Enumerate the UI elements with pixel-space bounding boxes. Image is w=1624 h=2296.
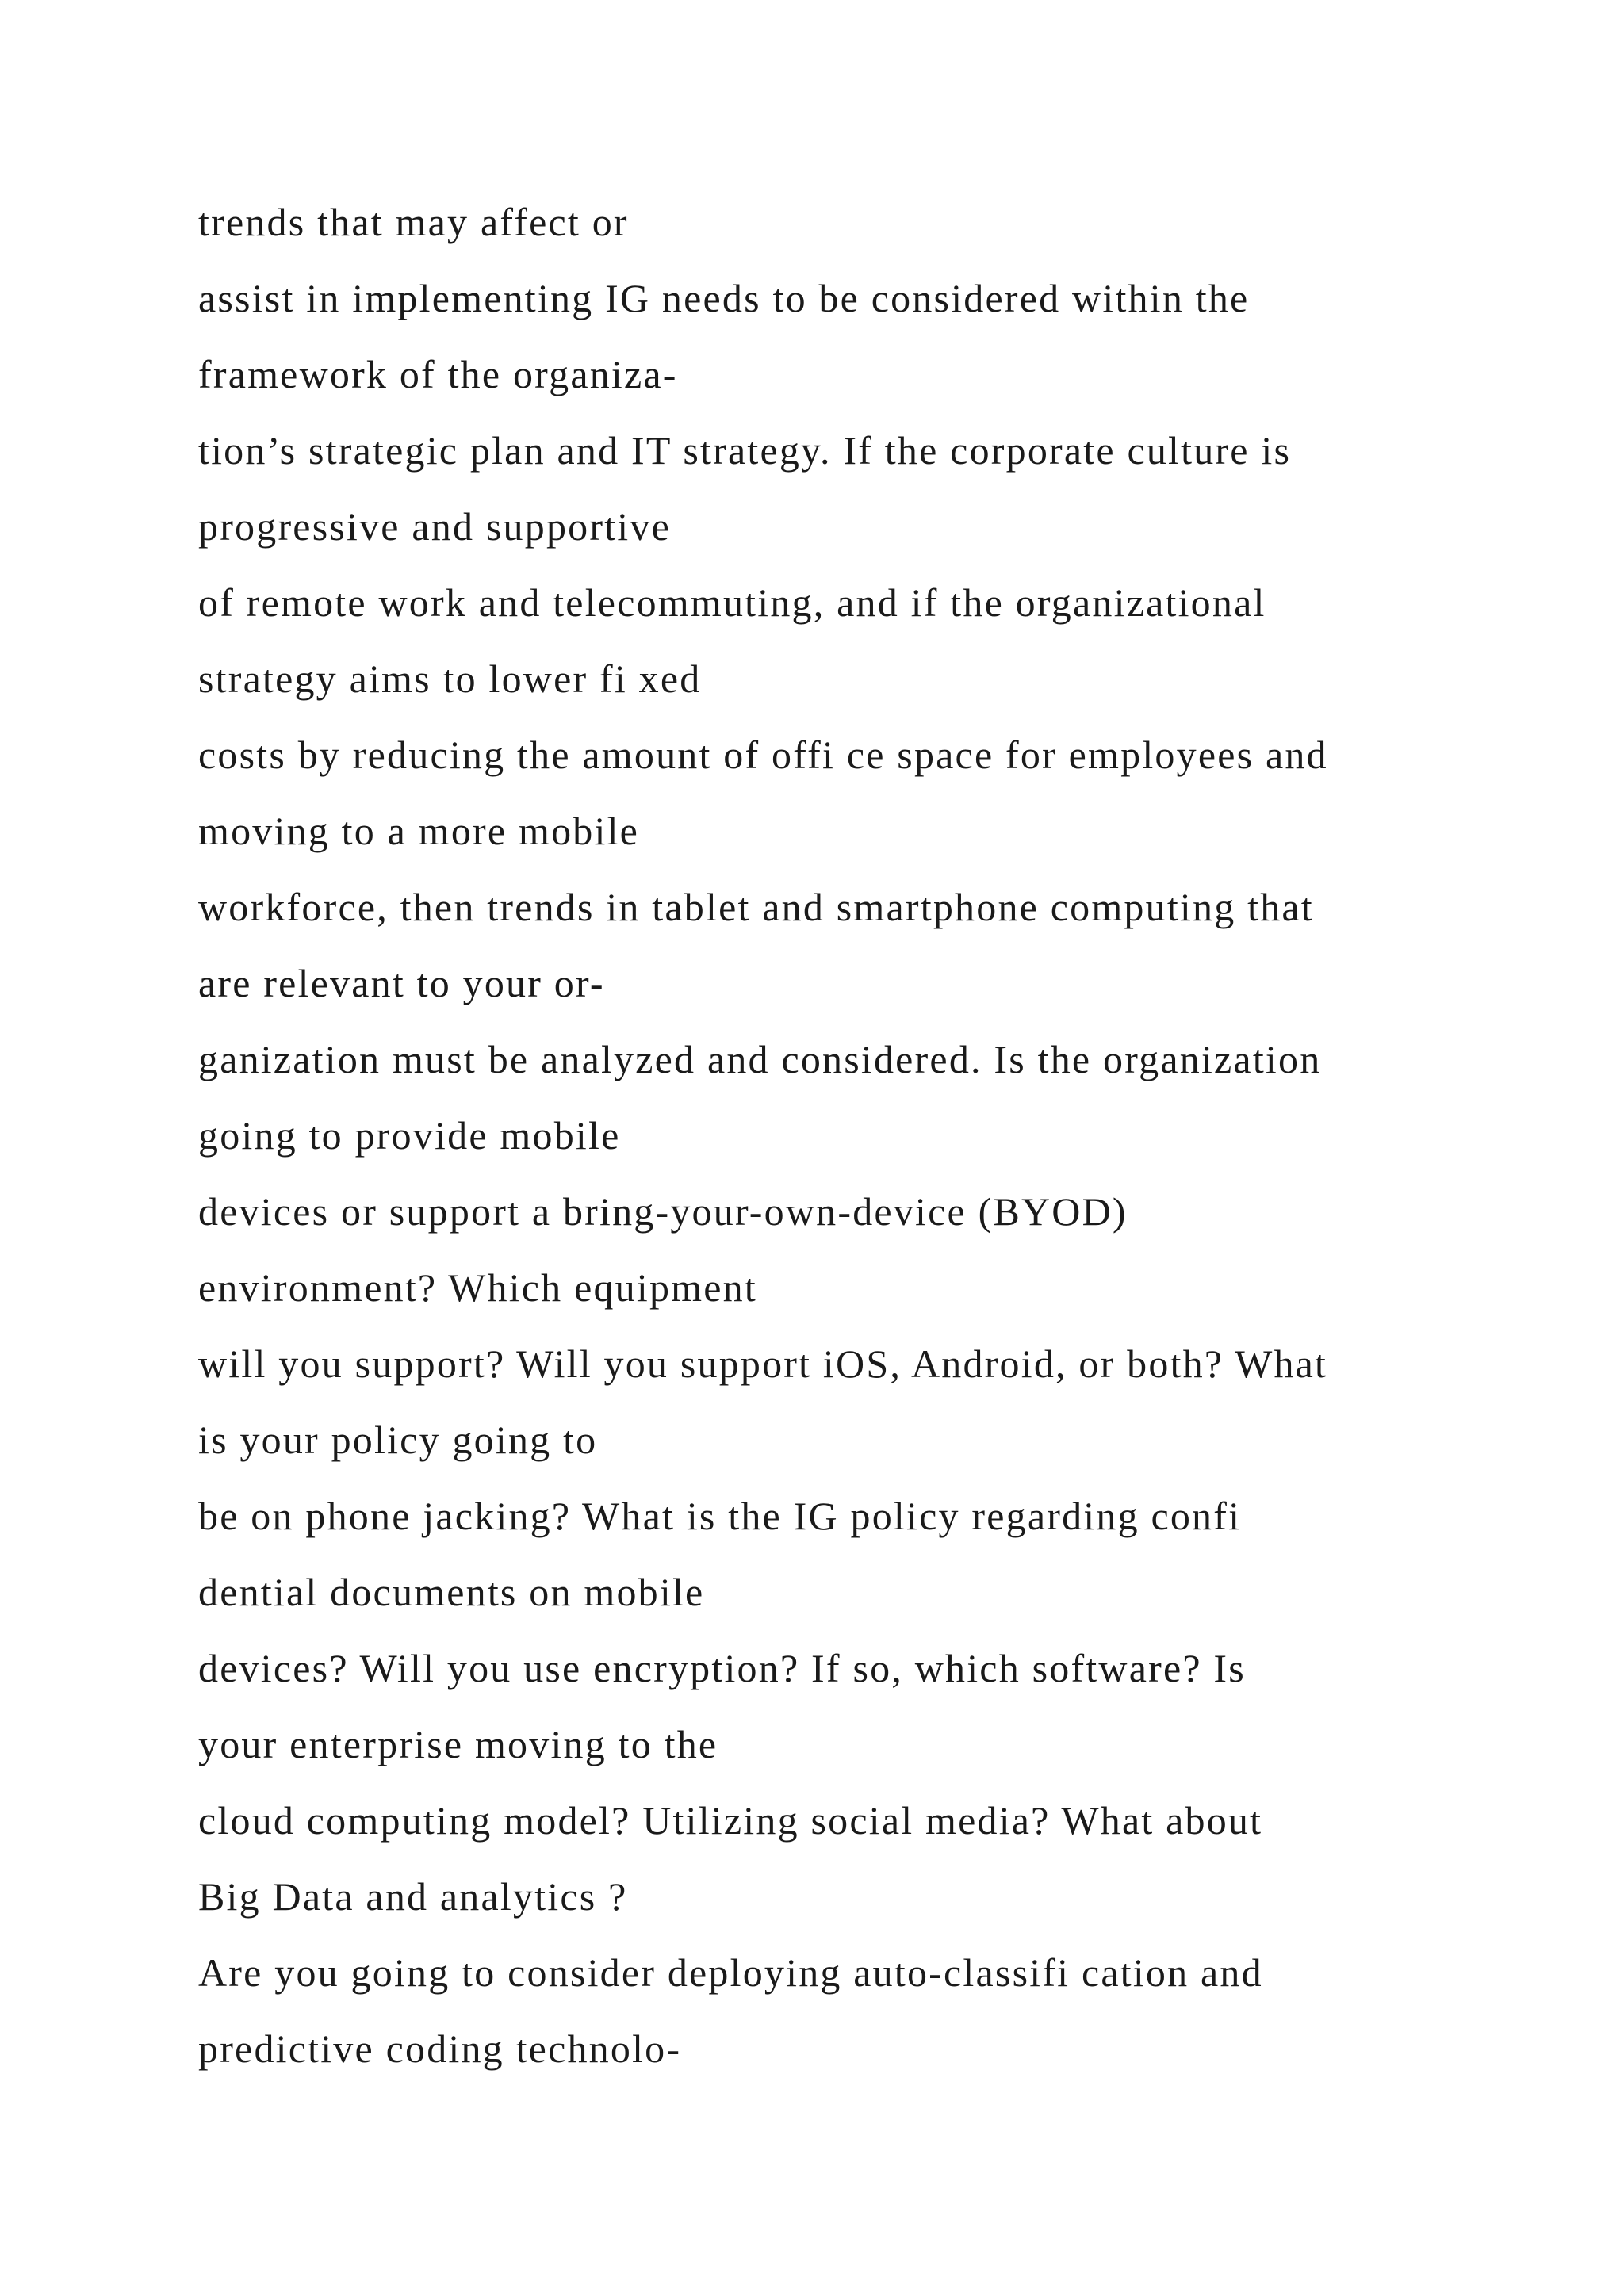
text-line-18: be on phone jacking? What is the IG policy regarding confi xyxy=(198,1494,1242,1538)
text-line-25: predictive coding technolo- xyxy=(198,2026,682,2071)
text-line-13: going to provide mobile xyxy=(198,1113,621,1158)
text-line-10: workforce, then trends in tablet and smartphone computing that xyxy=(198,885,1314,929)
text-line-3: framework of the organiza- xyxy=(198,352,678,396)
text-line-5: progressive and supportive xyxy=(198,504,671,549)
text-line-12: ganization must be analyzed and considered. Is the organization xyxy=(198,1037,1322,1081)
text-line-2: assist in implementing IG needs to be considered within the xyxy=(198,276,1250,320)
text-line-4: tion’s strategic plan and IT strategy. If the corporate culture is xyxy=(198,428,1292,473)
text-line-6: of remote work and telecommuting, and if the organizational xyxy=(198,580,1266,625)
text-line-24: Are you going to consider deploying auto-classifi cation and xyxy=(198,1950,1263,1995)
text-line-1: trends that may affect or xyxy=(198,200,629,244)
text-line-19: dential documents on mobile xyxy=(198,1570,705,1614)
text-line-15: environment? Which equipment xyxy=(198,1265,757,1310)
text-line-8: costs by reducing the amount of offi ce space for employees and xyxy=(198,733,1328,777)
text-line-11: are relevant to your or- xyxy=(198,961,605,1005)
text-line-22: cloud computing model? Utilizing social media? What about xyxy=(198,1798,1263,1843)
body-text xyxy=(198,184,1546,2087)
text-line-9: moving to a more mobile xyxy=(198,809,640,853)
text-line-21: your enterprise moving to the xyxy=(198,1722,718,1766)
text-line-23: Big Data and analytics ? xyxy=(198,1874,628,1919)
text-line-14: devices or support a bring-your-own-device (BYOD) xyxy=(198,1189,1128,1234)
text-line-16: will you support? Will you support iOS, Android, or both? What xyxy=(198,1341,1328,1386)
text-line-7: strategy aims to lower fi xed xyxy=(198,656,702,701)
text-line-20: devices? Will you use encryption? If so, which software? Is xyxy=(198,1646,1246,1690)
text-line-17: is your policy going to xyxy=(198,1418,598,1462)
